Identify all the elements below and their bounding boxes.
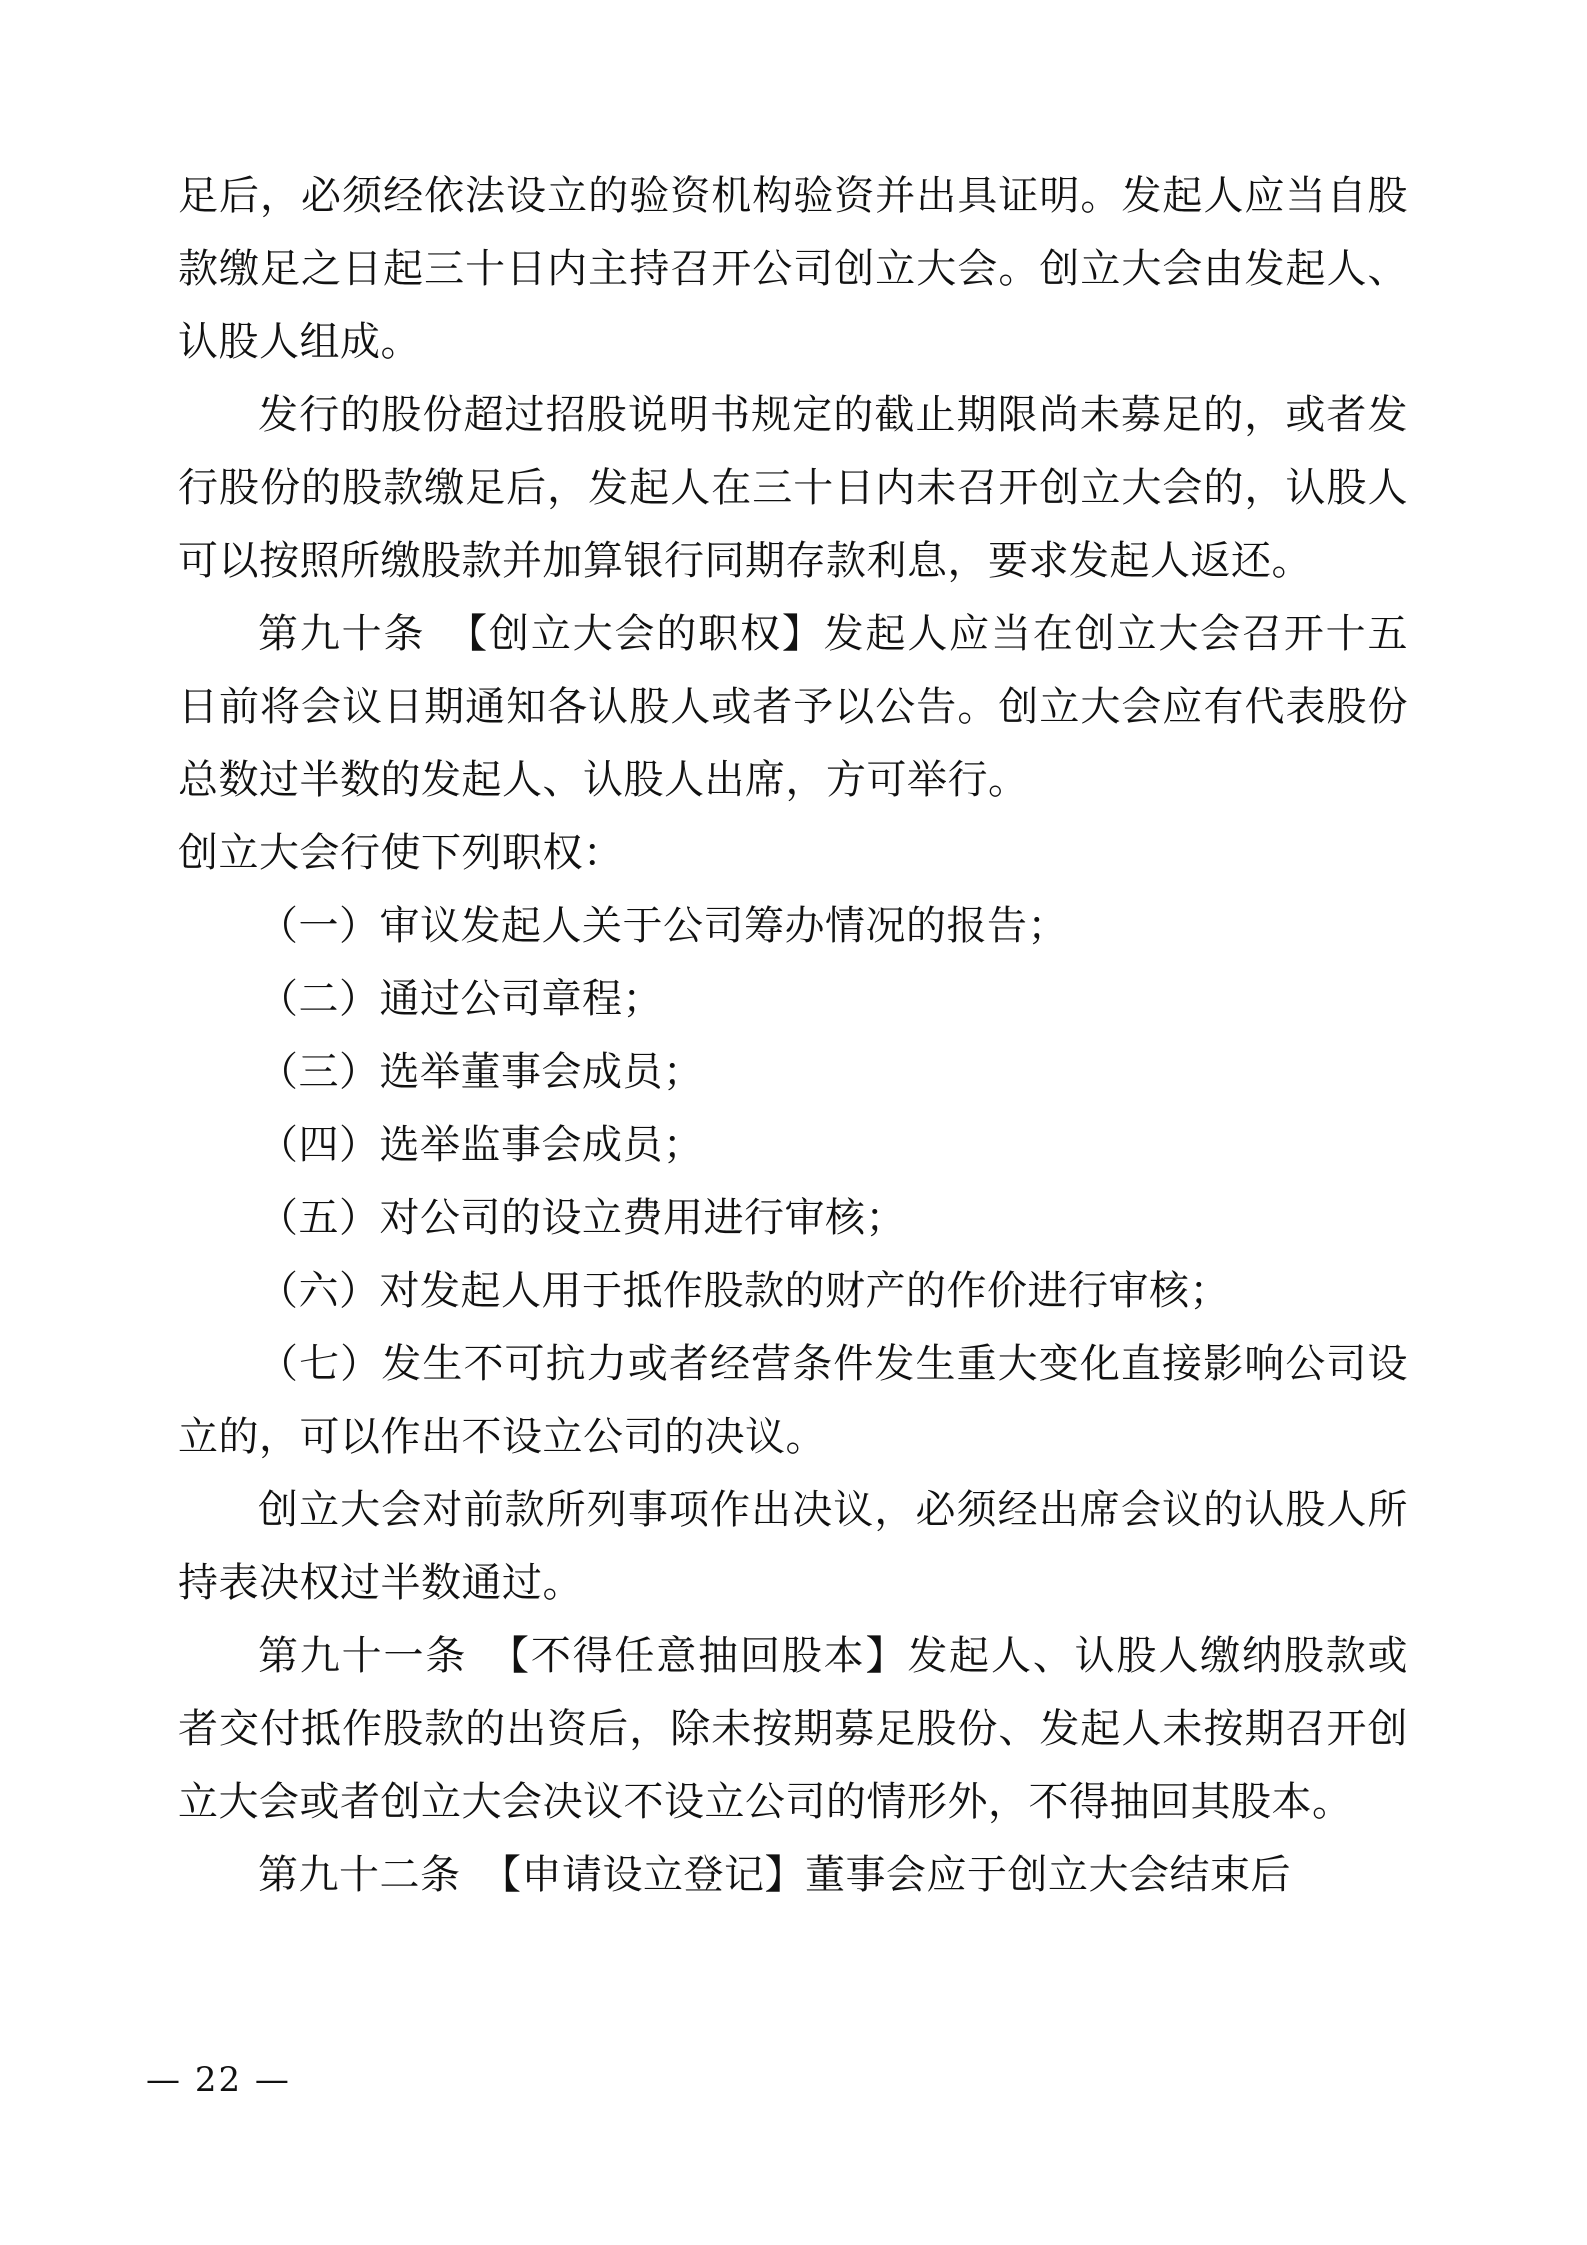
paragraph-resolution: 创立大会对前款所列事项作出决议，必须经出席会议的认股人所持表决权过半数通过。 (178, 1487, 1408, 1606)
list-item-3: （三）选举董事会成员； (258, 1049, 704, 1095)
list-item-2: （二）通过公司章程； (258, 976, 663, 1022)
page-body (178, 160, 1408, 1912)
article-91: 第九十一条 【不得任意抽回股本】发起人、认股人缴纳股款或者交付抵作股款的出资后，除未按期募足股份、发起人未按期召开创立大会或者创立大会决议不设立公司的情形外，不得抽回其股本。 (178, 1633, 1408, 1825)
paragraph-body: 发行的股份超过招股说明书规定的截止期限尚未募足的，或者发行股份的股款缴足后，发起人在三十日内未召开创立大会的，认股人可以按照所缴股款并加算银行同期存款利息，要求发起人返还。 (178, 392, 1408, 584)
paragraph-list-intro: 创立大会行使下列职权： (178, 830, 624, 876)
article-92: 第九十二条 【申请设立登记】董事会应于创立大会结束后 (258, 1852, 1291, 1898)
article-90: 第九十条 【创立大会的职权】发起人应当在创立大会召开十五日前将会议日期通知各认股人或者予以公告。创立大会应有代表股份总数过半数的发起人、认股人出席，方可举行。 (178, 611, 1408, 803)
list-item-4: （四）选举监事会成员； (258, 1122, 704, 1168)
paragraph-continued: 足后，必须经依法设立的验资机构验资并出具证明。发起人应当自股款缴足之日起三十日内主持召开公司创立大会。创立大会由发起人、认股人组成。 (178, 173, 1408, 365)
list-item-1: （一）审议发起人关于公司筹办情况的报告； (258, 903, 1068, 949)
list-item-6: （六）对发起人用于抵作股款的财产的作价进行审核； (258, 1268, 1230, 1314)
list-item-5: （五）对公司的设立费用进行审核； (258, 1195, 906, 1241)
list-item-7: （七）发生不可抗力或者经营条件发生重大变化直接影响公司设立的，可以作出不设立公司的决议。 (178, 1341, 1408, 1460)
page-footer (0, 2060, 1587, 2100)
page-number: — 22 — (146, 2060, 291, 2100)
